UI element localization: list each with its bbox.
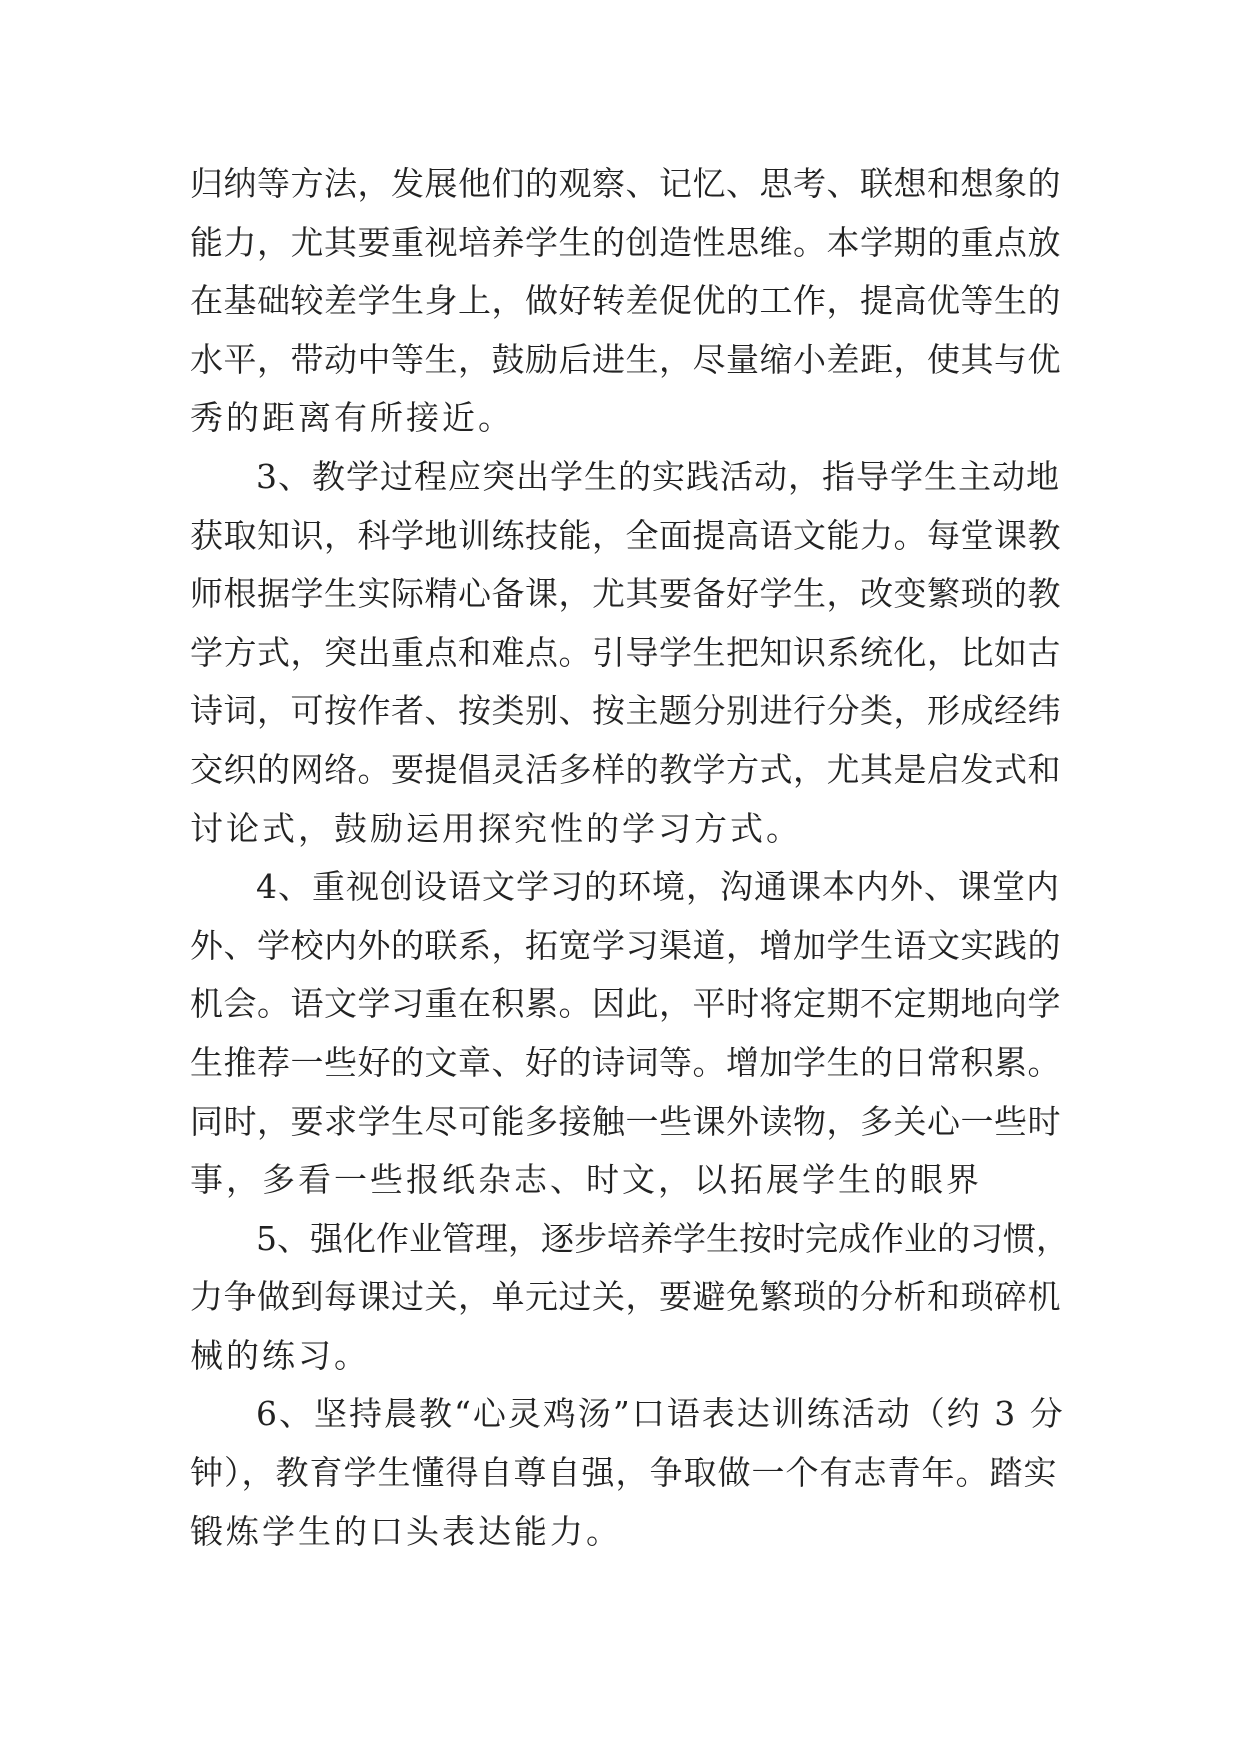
text-line: 师根据学生实际精心备课，尤其要备好学生，改变繁琐的教 xyxy=(190,574,1061,614)
text-line: 秀的距离有所接近。 xyxy=(190,398,514,438)
text-line: 外、学校内外的联系，拓宽学习渠道，增加学生语文实践的 xyxy=(190,925,1061,965)
paragraph-first-line: 5、强化作业管理，逐步培养学生按时完成作业的习惯， xyxy=(256,1218,1069,1258)
text-line: 水平，带动中等生，鼓励后进生，尽量缩小差距，使其与优 xyxy=(190,339,1061,379)
text-line: 归纳等方法，发展他们的观察、记忆、思考、联想和想象的 xyxy=(190,164,1061,203)
text-line: 获取知识，科学地训练技能，全面提高语文能力。每堂课教 xyxy=(190,515,1061,555)
body-text xyxy=(190,155,1070,1561)
text-line: 讨论式，鼓励运用探究性的学习方式。 xyxy=(190,808,802,848)
paragraph-first-line: 6、坚持晨教“心灵鸡汤”口语表达训练活动（约 3 分 xyxy=(256,1394,1065,1434)
paragraph-first-line: 4、重视创设语文学习的环境，沟通课本内外、课堂内 xyxy=(256,867,1060,907)
text-line: 在基础较差学生身上，做好转差促优的工作，提高优等生的 xyxy=(190,281,1061,321)
text-line: 钟），教育学生懂得自尊自强，争取做一个有志青年。踏实 xyxy=(190,1453,1058,1493)
text-line: 事，多看一些报纸杂志、时文，以拓展学生的眼界 xyxy=(190,1160,982,1200)
paragraph-first-line: 3、教学过程应突出学生的实践活动，指导学生主动地 xyxy=(256,456,1060,496)
text-line: 生推荐一些好的文章、好的诗词等。增加学生的日常积累。 xyxy=(190,1042,1061,1082)
text-line: 诗词，可按作者、按类别、按主题分别进行分类，形成经纬 xyxy=(190,691,1061,731)
text-line: 交织的网络。要提倡灵活多样的教学方式，尤其是启发式和 xyxy=(190,749,1061,789)
text-line: 能力，尤其要重视培养学生的创造性思维。本学期的重点放 xyxy=(190,222,1061,262)
text-line: 同时，要求学生尽可能多接触一些课外读物，多关心一些时 xyxy=(190,1101,1061,1141)
text-line: 械的练习。 xyxy=(190,1335,370,1375)
text-line: 锻炼学生的口头表达能力。 xyxy=(190,1511,622,1551)
text-line: 力争做到每课过关，单元过关，要避免繁琐的分析和琐碎机 xyxy=(190,1277,1061,1317)
text-line: 机会。语文学习重在积累。因此，平时将定期不定期地向学 xyxy=(190,984,1061,1024)
text-line: 学方式，突出重点和难点。引导学生把知识系统化，比如古 xyxy=(190,632,1061,672)
